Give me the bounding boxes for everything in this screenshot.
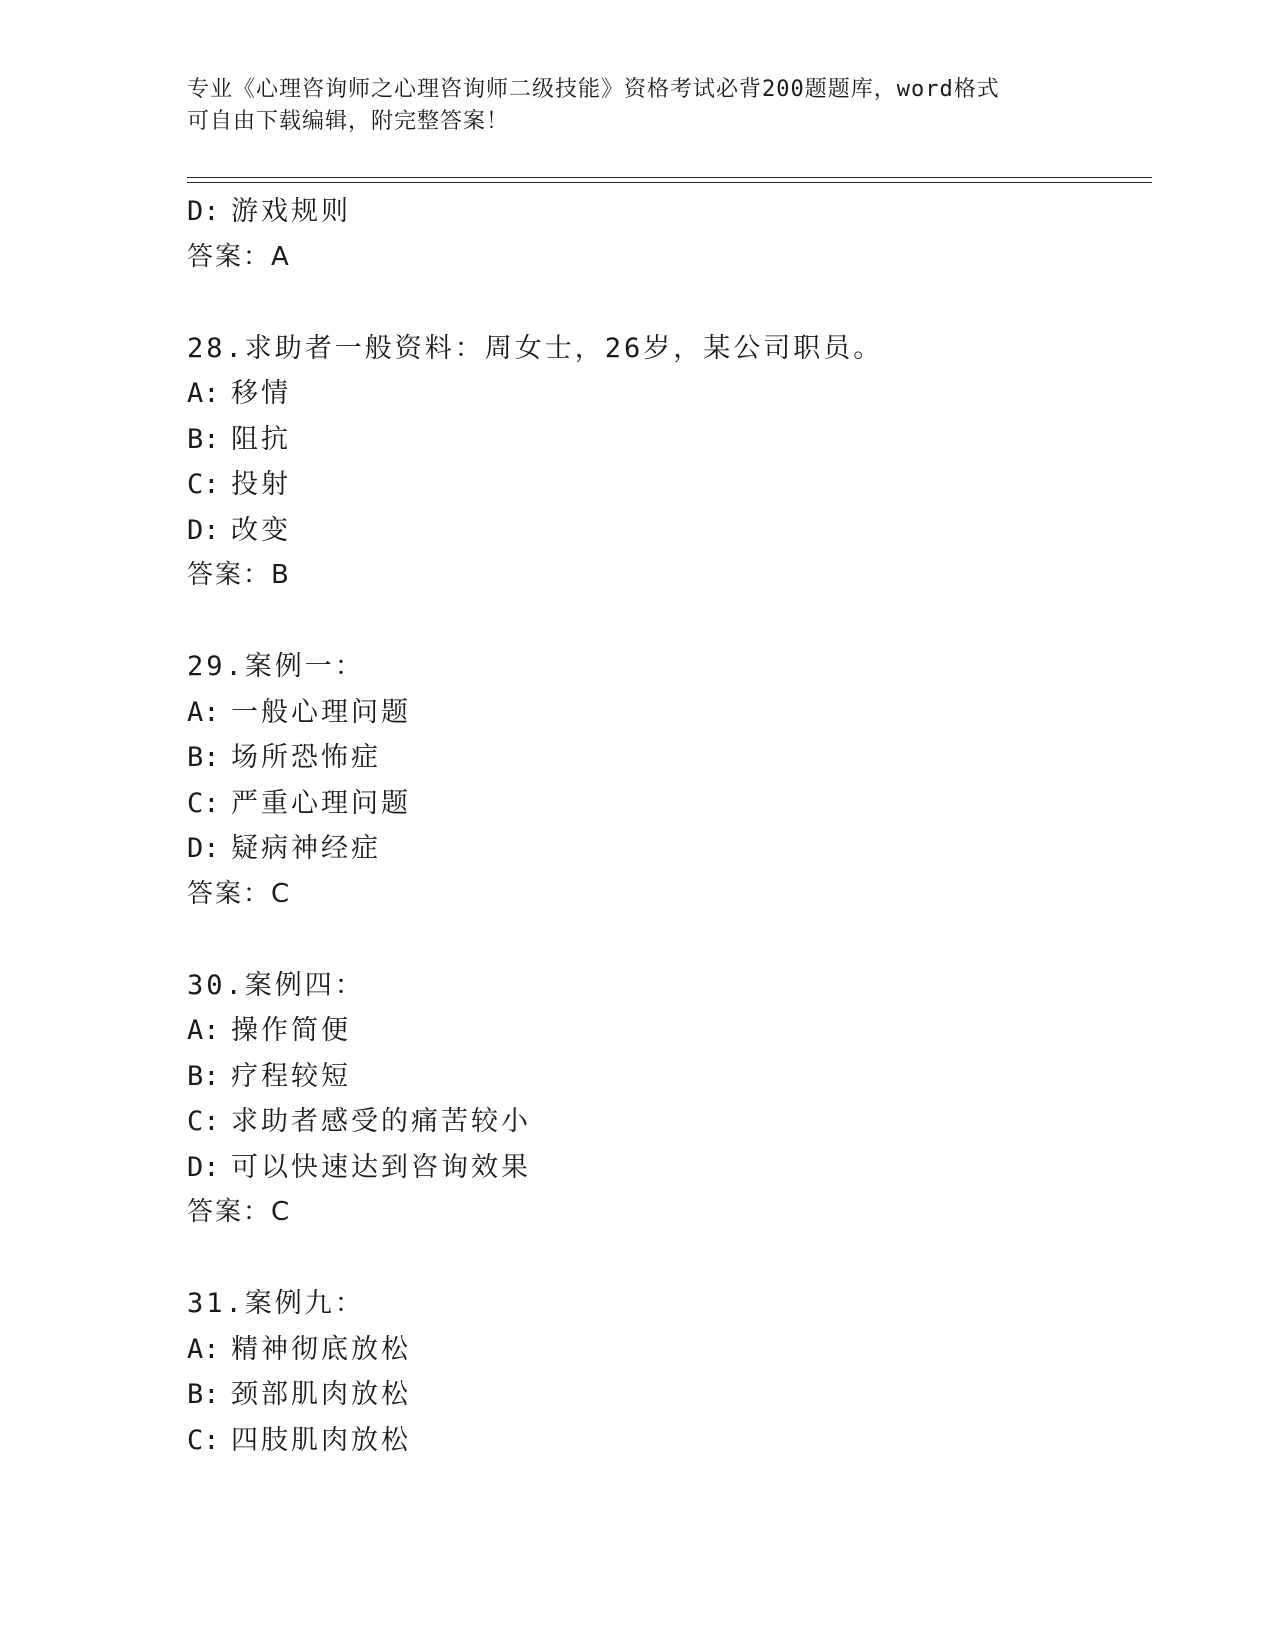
answer-line: 答案：A	[187, 241, 291, 272]
option-text: 改变	[231, 514, 291, 546]
option-key: C:	[187, 469, 220, 500]
option-key: D:	[187, 514, 220, 546]
option-text: 场所恐怖症	[231, 742, 381, 773]
spacer	[187, 599, 1152, 645]
spacer	[187, 917, 1152, 963]
option-a	[187, 690, 1152, 736]
option-key: D:	[187, 833, 220, 864]
option-text: 求助者感受的痛苦较小	[231, 1106, 531, 1137]
option-d	[187, 508, 1152, 554]
option-key: B:	[187, 742, 220, 773]
document-header	[187, 74, 1087, 138]
answer-line: 答案：C	[187, 878, 292, 909]
option-text: 移情	[231, 378, 291, 409]
option-text: 阻抗	[231, 423, 291, 455]
option-text: 颈部肌肉放松	[231, 1379, 411, 1410]
option-text: 操作简便	[231, 1015, 351, 1046]
option-key: B:	[187, 423, 220, 455]
option-text: 四肢肌肉放松	[231, 1424, 411, 1456]
option-text: 严重心理问题	[231, 787, 411, 819]
option-key: B:	[187, 1060, 220, 1092]
option-c	[187, 1418, 1152, 1464]
option-d	[187, 189, 1152, 235]
option-text: 游戏规则	[231, 196, 351, 227]
spacer	[187, 280, 1152, 326]
option-d	[187, 1145, 1152, 1191]
answer-line: 答案：C	[187, 1197, 292, 1227]
option-key: B:	[187, 1379, 220, 1410]
option-text: 疑病神经症	[231, 833, 381, 864]
option-key: A:	[187, 1015, 220, 1046]
question-list	[187, 189, 1152, 1463]
option-key: C:	[187, 787, 220, 819]
option-a	[187, 1327, 1152, 1373]
header-divider-bottom	[187, 182, 1152, 183]
option-b	[187, 417, 1152, 463]
option-text: 疗程较短	[231, 1060, 351, 1092]
option-text: 一般心理问题	[231, 696, 411, 728]
option-c	[187, 1099, 1152, 1145]
option-b	[187, 1054, 1152, 1100]
question-stem: 31.案例九：	[187, 1288, 365, 1319]
header-divider-top	[187, 177, 1152, 178]
question-stem: 28.求助者一般资料：周女士，26岁，某公司职员。	[187, 332, 884, 364]
option-key: A:	[187, 1333, 220, 1365]
option-key: D:	[187, 196, 220, 227]
option-b	[187, 1372, 1152, 1418]
option-key: A:	[187, 696, 220, 728]
answer-line: 答案：B	[187, 560, 291, 590]
option-a	[187, 1008, 1152, 1054]
spacer	[187, 1236, 1152, 1282]
option-c	[187, 781, 1152, 827]
option-d	[187, 826, 1152, 872]
option-text: 精神彻底放松	[231, 1333, 411, 1365]
option-text: 可以快速达到咨询效果	[231, 1151, 531, 1183]
option-b	[187, 735, 1152, 781]
option-key: D:	[187, 1151, 220, 1183]
header-line-2: 可自由下载编辑，附完整答案！	[187, 109, 510, 134]
option-text: 投射	[231, 469, 291, 500]
option-key: A:	[187, 378, 220, 409]
header-line-1: 专业《心理咨询师之心理咨询师二级技能》资格考试必背200题题库，word格式	[187, 77, 1000, 102]
option-a	[187, 371, 1152, 417]
option-c	[187, 462, 1152, 508]
question-stem: 30.案例四：	[187, 969, 365, 1001]
option-key: C:	[187, 1106, 220, 1137]
option-key: C:	[187, 1424, 220, 1456]
question-stem: 29.案例一：	[187, 651, 365, 682]
